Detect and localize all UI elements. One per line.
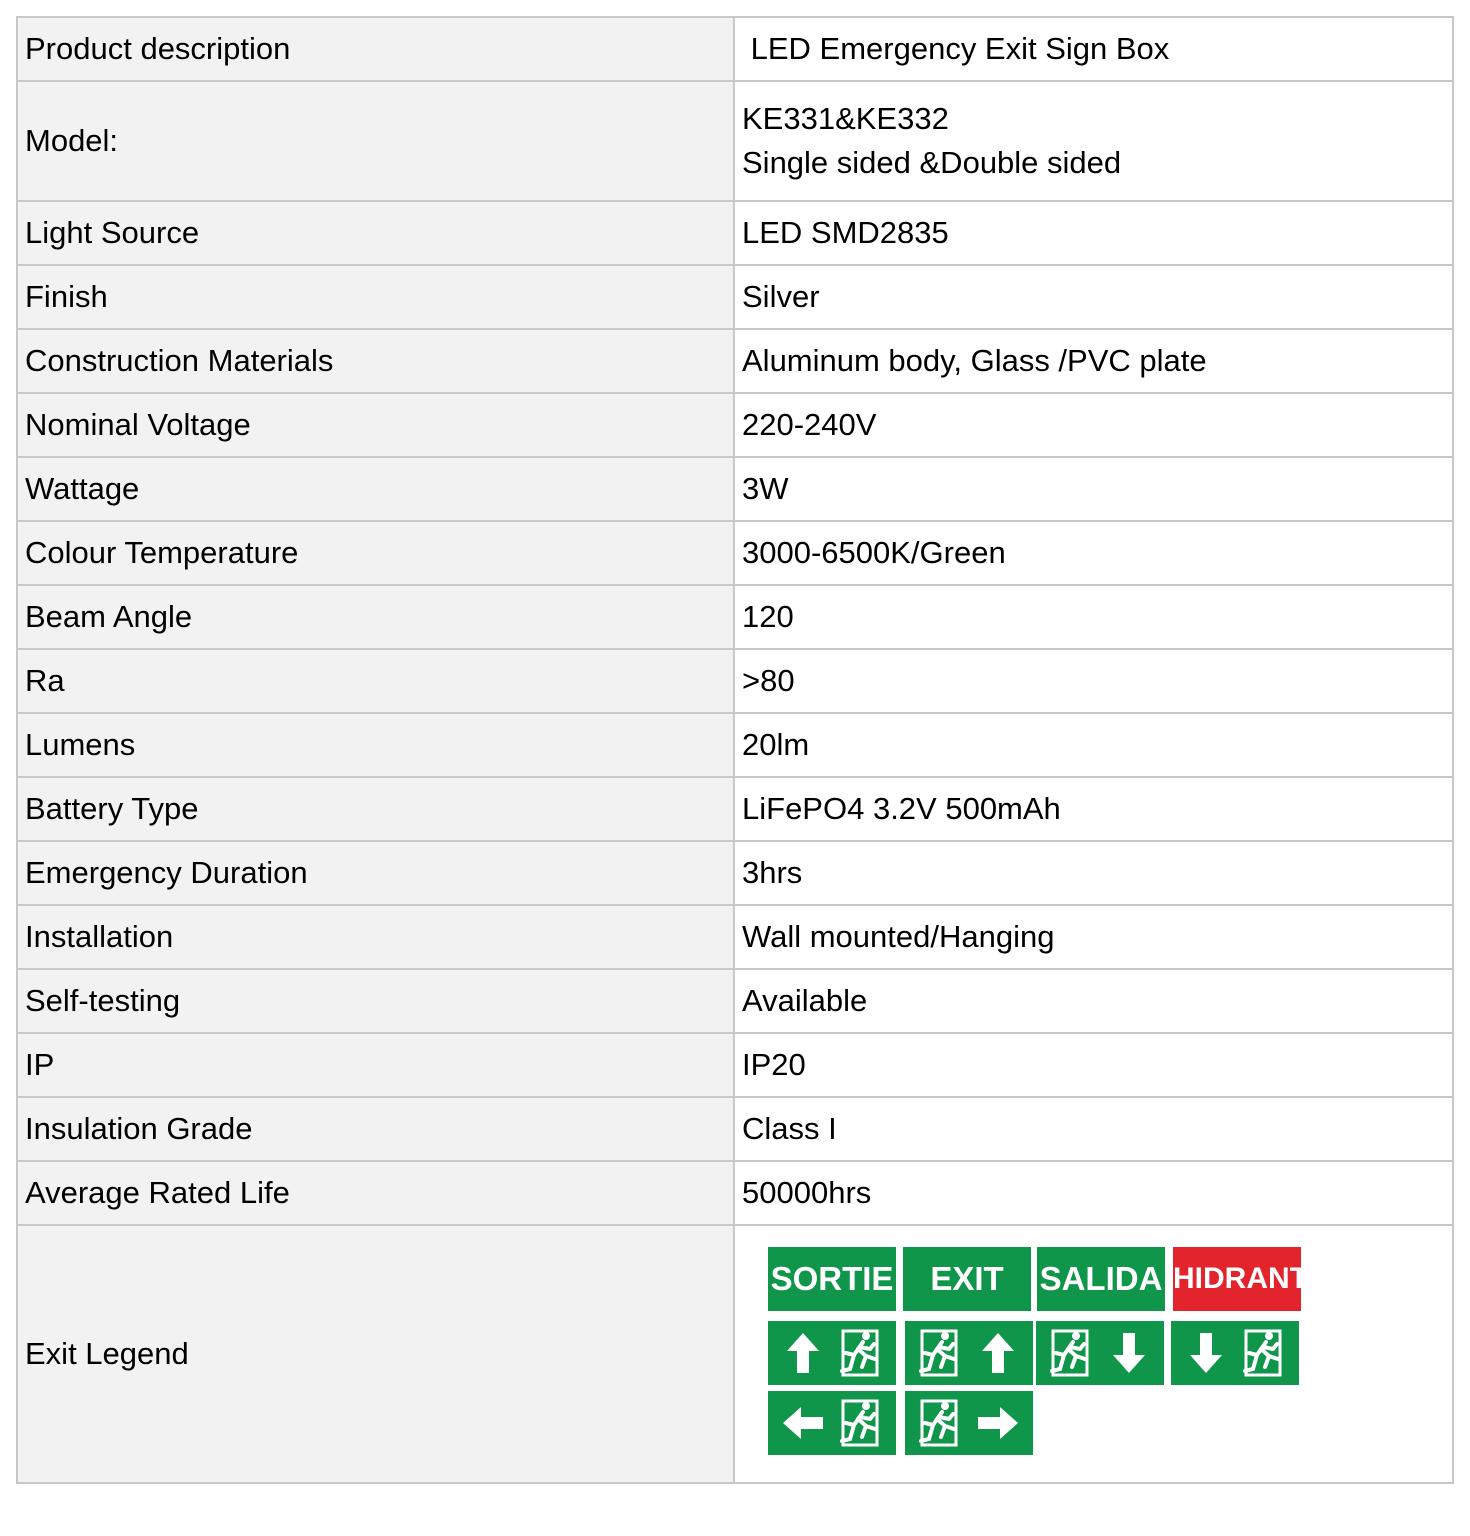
spec-label: Average Rated Life [17, 1161, 734, 1225]
spec-value [734, 17, 1453, 81]
spec-label: Battery Type [17, 777, 734, 841]
spec-value: >80 [734, 649, 1453, 713]
table-row [17, 17, 1453, 81]
spec-label: Emergency Duration [17, 841, 734, 905]
spec-label: Light Source [17, 201, 734, 265]
spec-label: Wattage [17, 457, 734, 521]
spec-label: Insulation Grade [17, 1097, 734, 1161]
spec-value: 3000-6500K/Green [734, 521, 1453, 585]
spec-label: Finish [17, 265, 734, 329]
exit-sign-hidrant: HIDRANT [1173, 1247, 1301, 1311]
table-row [17, 457, 1453, 521]
table-row [17, 905, 1453, 969]
table-row [17, 81, 1453, 201]
spec-table [16, 16, 1454, 1484]
exit-sign-exit: EXIT [903, 1247, 1031, 1311]
exit-legend-cell [734, 1225, 1453, 1483]
running-man-icon [1046, 1325, 1096, 1381]
spec-label: Model: [17, 81, 734, 201]
arrow-down-icon [1181, 1325, 1231, 1381]
arrow-down-icon [1104, 1325, 1154, 1381]
table-row [17, 265, 1453, 329]
table-row [17, 585, 1453, 649]
exit-sign-sortie: SORTIE [768, 1247, 896, 1311]
table-row [17, 521, 1453, 585]
arrow-up-icon [778, 1325, 828, 1381]
spec-label: Construction Materials [17, 329, 734, 393]
spec-value: LED SMD2835 [734, 201, 1453, 265]
spec-value: Wall mounted/Hanging [734, 905, 1453, 969]
exit-sign-pictogram [768, 1391, 896, 1455]
running-man-icon [836, 1325, 886, 1381]
running-man-icon [836, 1395, 886, 1451]
exit-sign-salida: SALIDA [1037, 1247, 1165, 1311]
spec-label: Exit Legend [17, 1225, 734, 1483]
table-row [17, 841, 1453, 905]
arrow-up-icon [973, 1325, 1023, 1381]
spec-value: Available [734, 969, 1453, 1033]
table-row [17, 329, 1453, 393]
spec-label: Nominal Voltage [17, 393, 734, 457]
table-row [17, 393, 1453, 457]
spec-value: 20lm [734, 713, 1453, 777]
table-row [17, 1161, 1453, 1225]
exit-sign-pictogram [1171, 1321, 1299, 1385]
spec-label: Beam Angle [17, 585, 734, 649]
table-row [17, 1225, 1453, 1483]
spec-value: 3W [734, 457, 1453, 521]
spec-value: 220-240V [734, 393, 1453, 457]
table-row [17, 969, 1453, 1033]
spec-value: Class I [734, 1097, 1453, 1161]
table-row [17, 649, 1453, 713]
spec-value: Silver [734, 265, 1453, 329]
spec-label: Colour Temperature [17, 521, 734, 585]
exit-legend-grid [768, 1247, 1308, 1461]
arrow-right-icon [973, 1395, 1023, 1451]
spec-value-text: LED Emergency Exit Sign Box [742, 31, 1170, 66]
spec-label: Installation [17, 905, 734, 969]
running-man-icon [915, 1325, 965, 1381]
spec-value [734, 81, 1453, 201]
spec-value: Aluminum body, Glass /PVC plate [734, 329, 1453, 393]
arrow-left-icon [778, 1395, 828, 1451]
spec-value: IP20 [734, 1033, 1453, 1097]
table-row [17, 777, 1453, 841]
table-row [17, 201, 1453, 265]
spec-label: Ra [17, 649, 734, 713]
spec-value-line: KE331&KE332 [742, 101, 949, 136]
running-man-icon [1239, 1325, 1289, 1381]
running-man-icon [915, 1395, 965, 1451]
spec-value: 50000hrs [734, 1161, 1453, 1225]
spec-label: Product description [17, 17, 734, 81]
spec-label: Self-testing [17, 969, 734, 1033]
spec-value: 3hrs [734, 841, 1453, 905]
spec-label: IP [17, 1033, 734, 1097]
spec-value-line: Single sided &Double sided [742, 145, 1122, 180]
exit-sign-pictogram [905, 1321, 1033, 1385]
exit-sign-pictogram [1036, 1321, 1164, 1385]
exit-sign-pictogram [768, 1321, 896, 1385]
table-row [17, 713, 1453, 777]
spec-value: LiFePO4 3.2V 500mAh [734, 777, 1453, 841]
table-row [17, 1033, 1453, 1097]
spec-label: Lumens [17, 713, 734, 777]
spec-value: 120 [734, 585, 1453, 649]
exit-sign-pictogram [905, 1391, 1033, 1455]
table-row [17, 1097, 1453, 1161]
